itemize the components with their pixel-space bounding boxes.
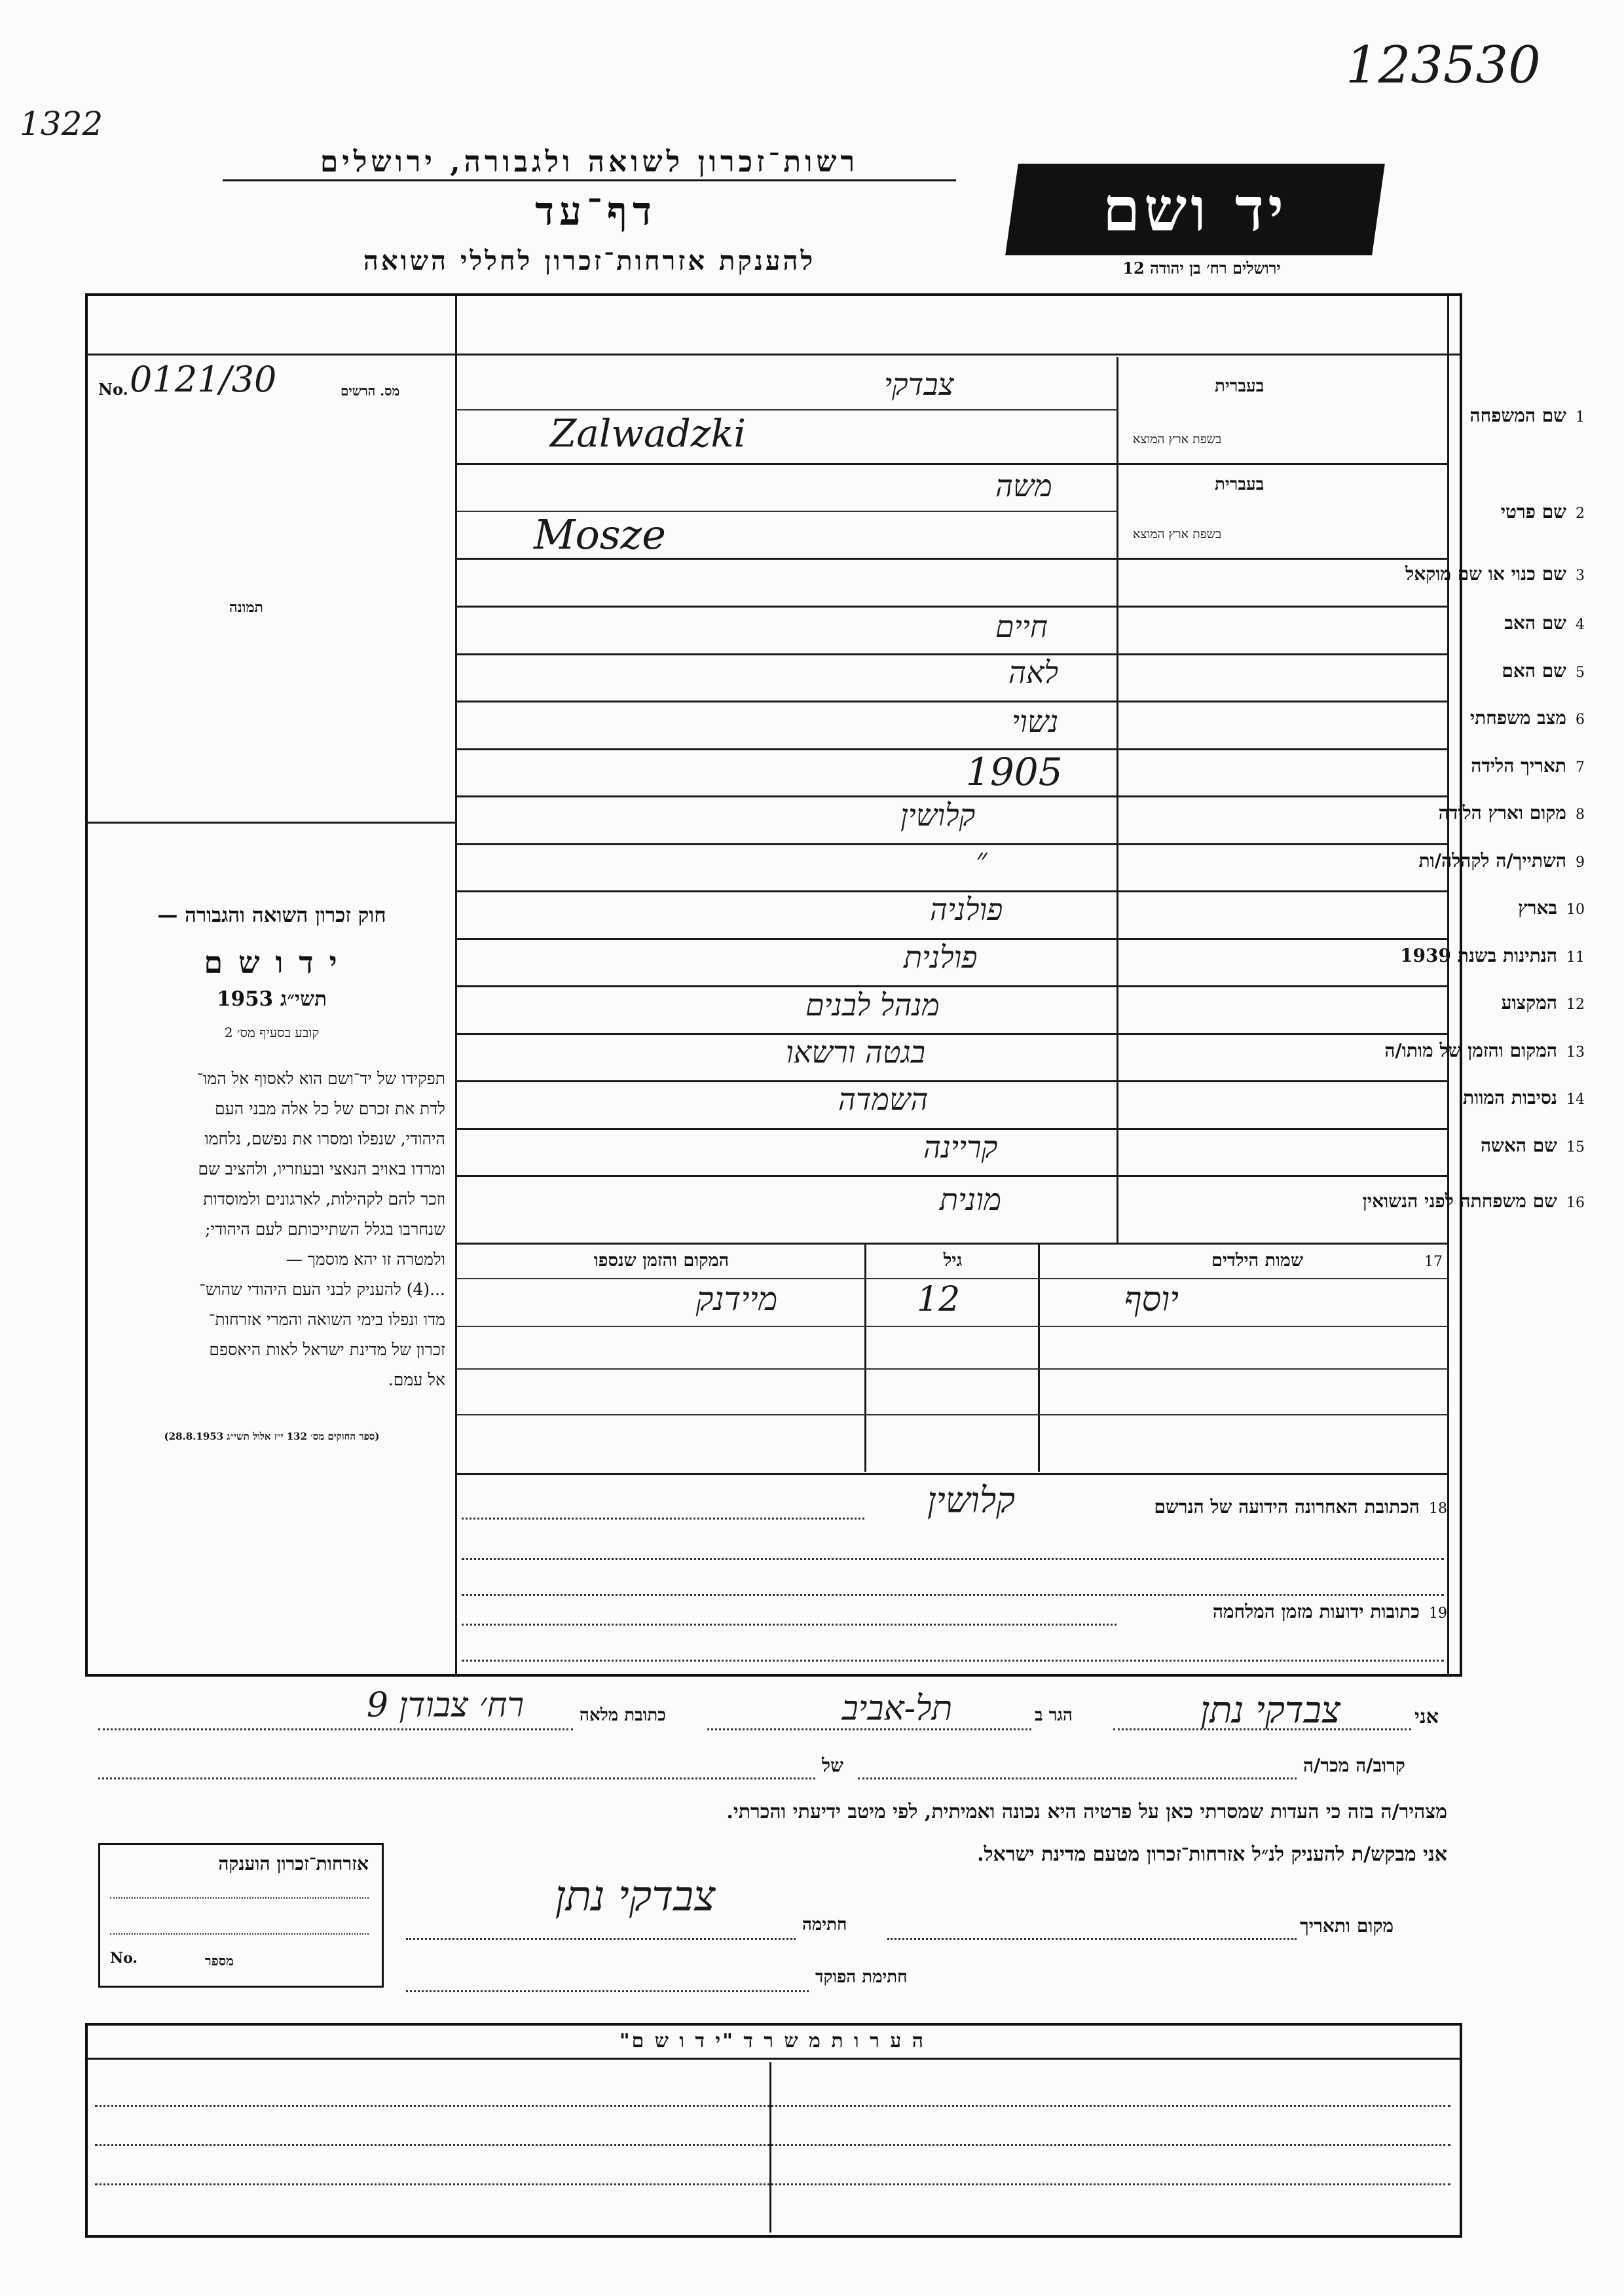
law-line: אל עמם. [388,1370,445,1389]
field-number: 15 [1566,1139,1585,1156]
full-address-label: כתובת מלאה [580,1705,666,1725]
birth-date-value: 1905 [966,750,1063,794]
law-text [98,1064,445,1395]
children-col-age: גיל [943,1250,963,1271]
field-number: 10 [1566,902,1585,918]
declaration-statement: מצהיר/ה בזה כי העדות שמסרתי כאן על פרטיה היא נכונה ואמיתית, לפי מיטב ידיעתי והכרתי. [726,1800,1447,1823]
child-death-place: מיידנק [695,1280,778,1318]
photo-label: תמונה [229,599,263,616]
field-first-name: 2שם פרטי [1500,501,1585,522]
firstname-native-value: Mosze [534,511,666,558]
field-number: 13 [1566,1044,1585,1061]
field-number: 6 [1576,712,1585,728]
child-age: 12 [917,1280,961,1319]
field-number: 1 [1576,409,1585,426]
corner-number: 1322 [20,105,103,143]
marital-status-value: נשוי [1012,704,1059,739]
field-number: 12 [1566,996,1585,1013]
field-number: 14 [1566,1091,1585,1108]
field-death-circumstances: 14נסיבות המוות [1463,1087,1585,1108]
declaration-request: אני מבקש/ת להעניק לנ״ל אזרחות־זכרון מטעם מדינת ישראל. [977,1843,1447,1866]
law-line: וזכר להם לקהילות, לארגונים ולמוסדות [203,1190,445,1209]
citizenship-number-prefix: No. [110,1950,138,1967]
field-number: 18 [1429,1501,1447,1517]
official-signature-label: חתימת הפוקד [815,1967,908,1987]
law-line: היהודי, שנפלו ומסרו את נפשם, נלחמו [204,1129,445,1148]
citizenship-granted-box [98,1843,384,1988]
office-notes-title: ה ע ר ו ת מ ש ר ד "י ד ו ש ם" [85,2030,1460,2060]
field-number: 5 [1576,665,1585,681]
community-value: ״ [976,841,987,877]
father-name-value: חיים [995,609,1048,644]
field-number: 7 [1576,759,1585,776]
nationality-value: פולנית [904,939,978,975]
birth-place-value: קלושין [900,797,976,833]
field-number: 3 [1576,568,1585,584]
law-clause: קובע בסעיף מס׳ 2 [224,1025,320,1040]
field-birth-place: 8מקום וארץ הלידה [1438,802,1585,824]
field-profession: 12המקצוע [1501,992,1585,1013]
country-value: פולניה [930,892,1003,927]
law-heading: חוק זכרון השואה והגבורה — [157,903,386,927]
field-number: 2 [1576,505,1585,522]
logo-address: ירושלים רח׳ בן יהודה 12 [1122,259,1281,278]
last-address-value: קלושין [927,1480,1015,1521]
children-col-names: שמות הילדים [1211,1250,1304,1271]
field-nationality-1939: 11הנתינות בשנת 1939 [1400,945,1585,966]
firstname-hebrew-sublabel: בעברית [1215,475,1264,494]
wife-name-value: קריינה [923,1129,998,1165]
field-maiden-name: 16שם משפחתה לפני הנשואין [1362,1190,1585,1212]
field-father-name: 4שם האב [1504,612,1585,634]
logo-text: יד ושם [1102,174,1288,245]
children-field-number: 17 [1424,1254,1443,1270]
field-number: 16 [1566,1195,1585,1211]
institution-name: רשות־זכרון לשואה ולגבורה, ירושלים [223,145,956,181]
registration-number-prefix: No. [98,380,128,399]
form-subtitle: להענקת אזרחות־זכרון לחללי השואה [363,246,816,276]
law-line: ...(4) להעניק לבני העם היהודי שהוש־ [199,1280,445,1299]
field-number: 19 [1429,1605,1447,1622]
place-date-label: מקום ותאריך [1300,1915,1394,1937]
law-line: תפקידו של יד־ושם הוא לאסוף אל המו־ [196,1069,445,1088]
field-alias: 3שם כנוי או שם מוקאל [1405,563,1585,585]
maiden-name-value: מונית [940,1182,1002,1217]
declaration-ani: אני [1414,1705,1439,1728]
surname-native-sublabel: בשפת ארץ המוצא [1133,432,1222,446]
field-marital-status: 6מצב משפחתי [1469,707,1585,729]
law-year: תשי״ג 1953 [216,987,327,1011]
mother-name-value: לאה [1008,655,1059,690]
field-death-place-time: 13המקום והזמן של מותו/ה [1384,1040,1585,1061]
field-surname: 1שם המשפחה [1469,405,1585,426]
citizenship-box-title: אזרחות־זכרון הוענקה [218,1853,369,1874]
death-circumstances-value: השמדה [838,1082,929,1117]
relative-label: קרוב/ה מכר/ה [1303,1755,1405,1776]
law-line: לדת את זכרם של כל אלה מבני העם [215,1099,445,1118]
field-wife-name: 15שם האשה [1480,1135,1585,1156]
field-number: 9 [1576,854,1585,871]
signature-label: חתימה [802,1915,847,1935]
field-mother-name: 5שם האם [1502,660,1585,682]
residence-value: תל-אביב [841,1689,953,1728]
field-last-address: 18הכתובת האחרונה הידועה של הנרשם [1154,1496,1447,1518]
declarant-signature: צבדקי נתן [555,1872,716,1921]
law-line: זכרון של מדינת ישראל לאות היאספם [209,1340,445,1359]
surname-hebrew-value: צבדקי [884,367,954,402]
death-place-value: בגטה ורשאו [786,1034,926,1070]
field-number: 8 [1576,807,1585,823]
form-title: דף־עד [535,189,657,234]
full-address-value: רח׳ צבודן 9 [366,1686,524,1725]
law-line: שנחרבו בגלל השתייכותם לעם היהודי; [205,1220,445,1239]
field-birth-date: 7תאריך הלידה [1471,755,1585,776]
of-label: של [822,1755,843,1776]
children-col-place: המקום והזמן שנספו [593,1250,729,1271]
profession-value: מנהל לבנים [805,987,940,1023]
law-line: ומרדו באויב הנאצי ובעוזריו, ולהציב שם [198,1159,445,1178]
law-name: י ד ו ש ם [204,945,340,980]
field-country: 10בארץ [1518,897,1585,919]
firstname-native-sublabel: בשפת ארץ המוצא [1133,527,1222,541]
law-line: מדו ונפלו בימי השואה והמרי אזרחות־ [208,1310,445,1329]
firstname-hebrew-value: משה [995,468,1052,503]
field-number: 4 [1576,617,1585,633]
citizenship-number-label: מספר [205,1953,234,1969]
child-name: יוסף [1124,1280,1179,1319]
archive-number: 123530 [1346,36,1541,95]
surname-native-value: Zalwadzki [550,411,747,456]
field-number: 11 [1566,949,1585,966]
field-wartime-addresses: 19כתובות ידועות מזמן המלחמה [1212,1601,1447,1622]
registration-number-label: מס. הרשים [341,383,400,399]
law-line: ולמטרה זו יהא מוסמך — [286,1250,445,1269]
resident-label: הגר ב [1035,1705,1073,1725]
surname-hebrew-sublabel: בעברית [1215,376,1264,396]
yad-vashem-logo [1005,164,1385,255]
law-source: (ספר החוקים מס׳ 132 י״ז אלול תשי״ג 28.8.1953) [164,1430,380,1442]
field-community: 9השתייך/ה לקהלה/ות [1418,850,1585,871]
declarant-name: צבדקי נתן [1200,1689,1341,1732]
registration-number: 0121/30 [130,359,277,400]
